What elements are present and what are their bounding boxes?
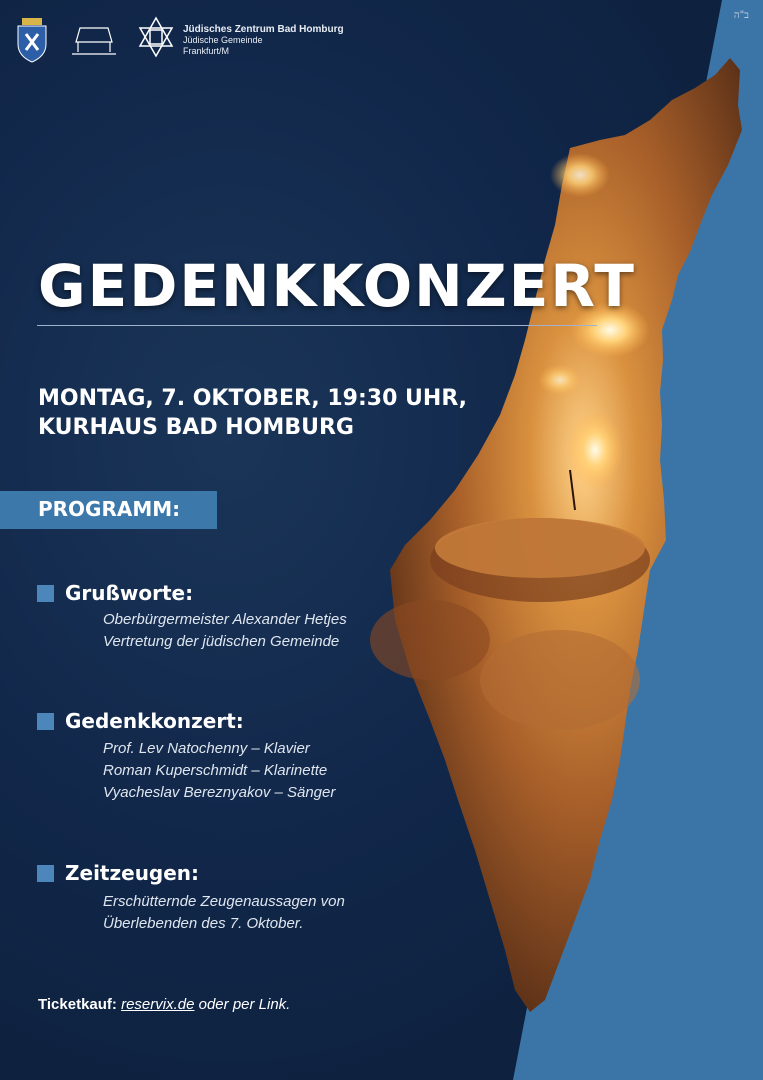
event-venue: KURHAUS BAD HOMBURG [38,415,354,440]
section-body [103,891,345,935]
page-title: GEDENKKONZERT [38,252,636,320]
event-date: MONTAG, 7. OKTOBER, 19:30 UHR, [38,386,468,411]
section-line: Prof. Lev Natochenny – Klavier [103,740,310,757]
society-emblem-icon [72,28,116,54]
section-bullet-icon [37,713,54,730]
org-name: Jüdisches Zentrum Bad Homburg [183,24,344,35]
star-of-david-icon [140,18,172,56]
ticket-label: Ticketkauf: [38,996,117,1013]
org-line-2: Jüdische Gemeinde [183,35,263,45]
ticket-info [38,996,290,1013]
section-line: Vertretung der jüdischen Gemeinde [103,633,340,650]
ticket-rest: oder per Link. [198,996,291,1013]
section-body [103,609,347,653]
title-divider [37,325,597,326]
corner-mark: ב"ה [733,10,749,21]
ticket-link[interactable]: reservix.de [121,996,195,1013]
section-line: Roman Kuperschmidt – Klarinette [103,762,328,779]
section-line: Vyacheslav Bereznyakov – Sänger [103,784,336,801]
section-heading: Grußworte: [65,581,194,605]
section-line: Überlebenden des 7. Oktober. [103,915,304,932]
section-body [103,738,335,804]
program-label: PROGRAMM: [38,497,181,521]
section-bullet-icon [37,865,54,882]
org-line-3: Frankfurt/M [183,46,230,56]
section-line: Oberbürgermeister Alexander Hetjes [103,611,347,628]
city-crest-icon [18,18,46,62]
section-heading: Gedenkkonzert: [65,709,244,733]
event-details [38,384,467,442]
section-bullet-icon [37,585,54,602]
section-heading: Zeitzeugen: [65,861,200,885]
section-line: Erschütternde Zeugenaussagen von [103,893,345,910]
org-name-block [183,24,344,57]
